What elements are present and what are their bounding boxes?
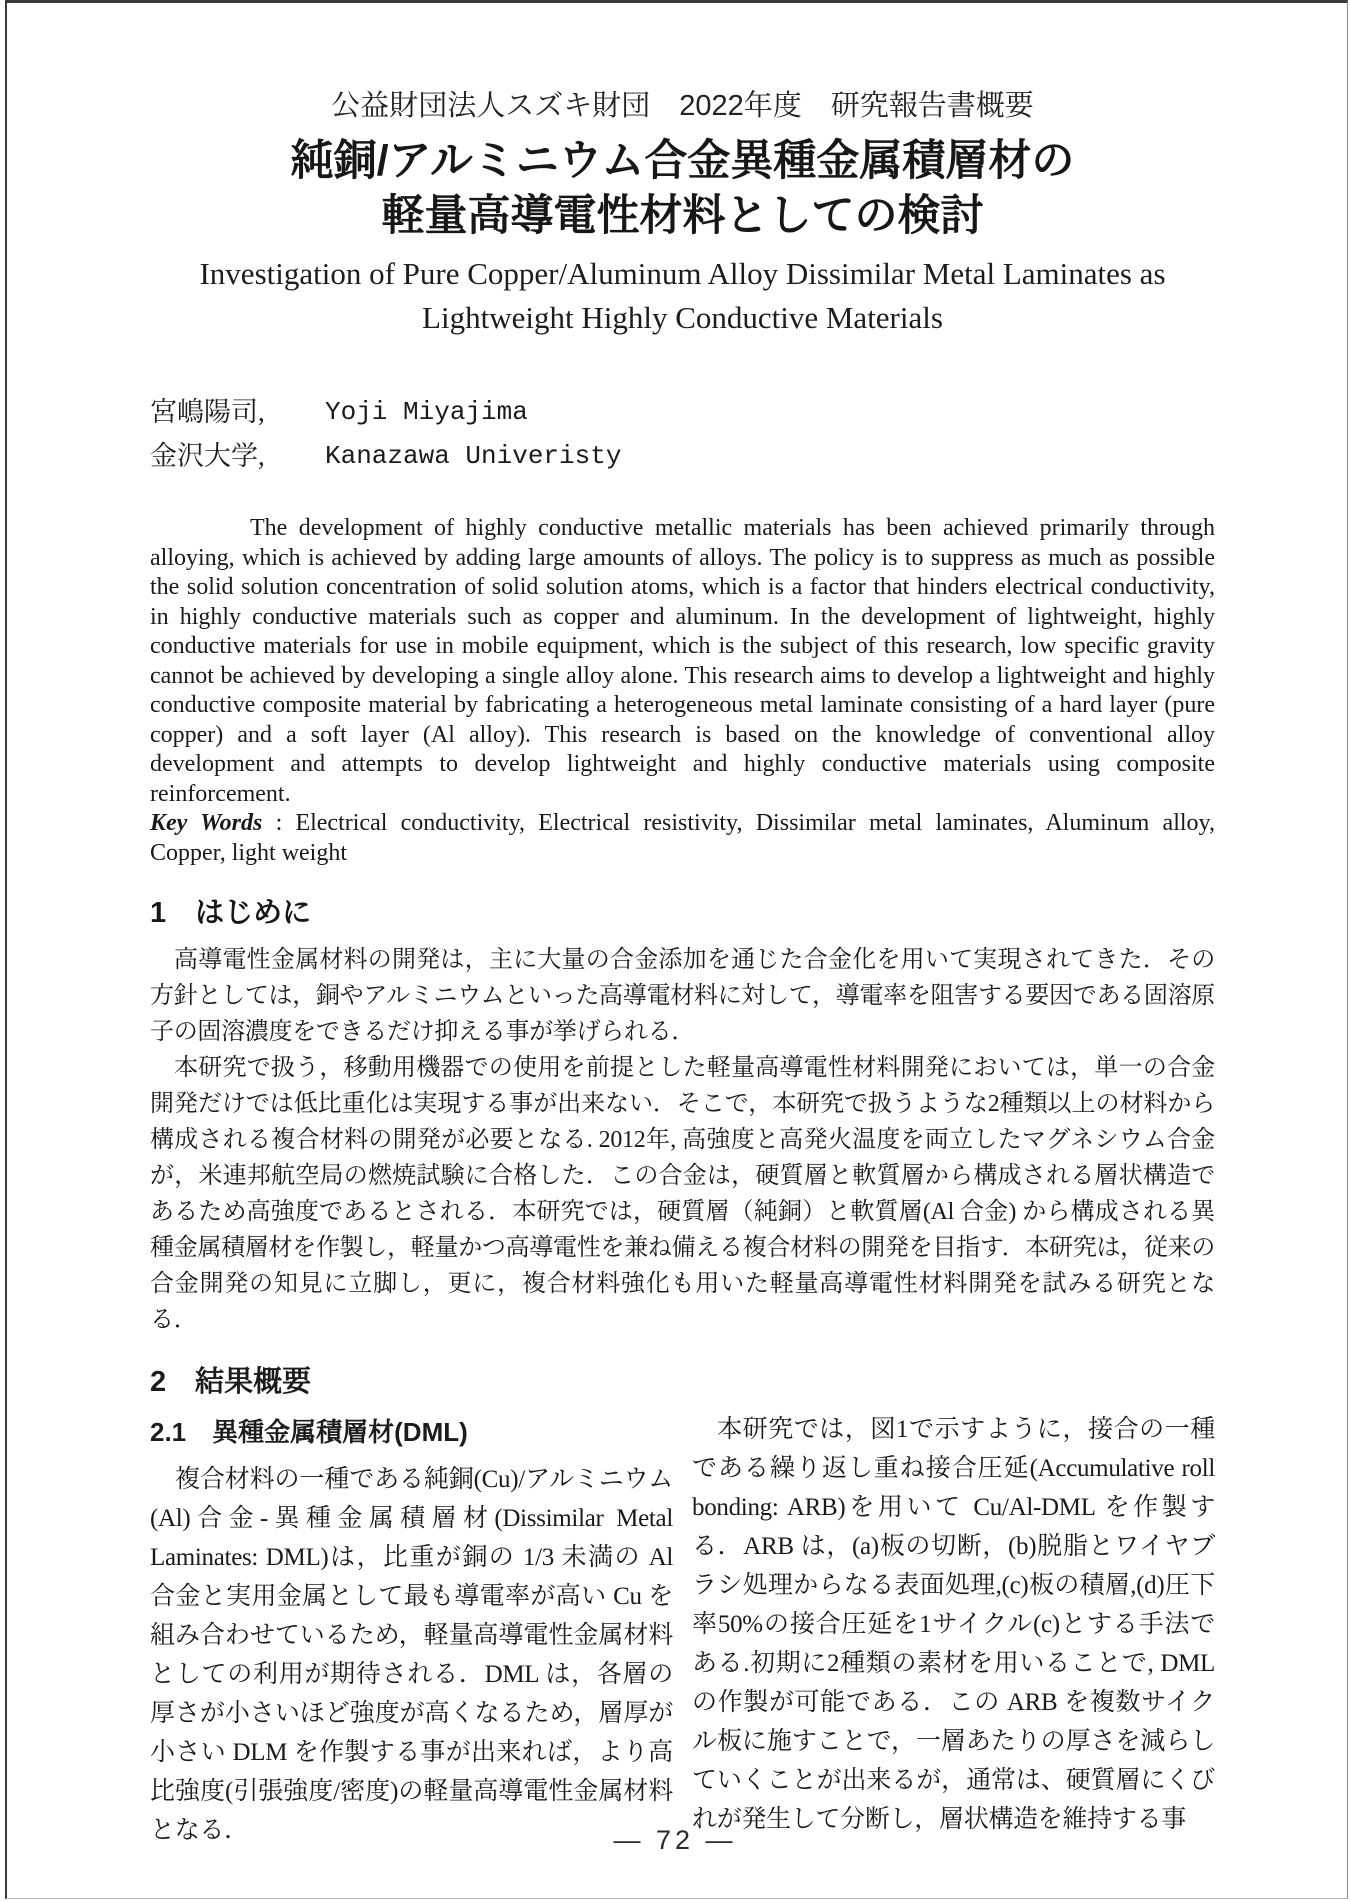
author-row	[150, 434, 1215, 478]
author-row	[150, 390, 1215, 434]
english-title-line-2: Lightweight Highly Conductive Materials	[422, 300, 943, 335]
affiliation-japanese: 金沢大学,	[150, 441, 265, 471]
left-column	[150, 1362, 673, 1850]
abstract-paragraph: The development of highly conductive metallic materials has been achieved primarily through alloying, which is achieved by adding large amounts of alloys. The policy is to suppress as much as possible the solid solution concentration of solid solution atoms, which is a factor that hinders electrical conductivity, in highly conductive materials such as copper and aluminum. In the development of lightweight, highly conductive materials for use in mobile equipment, which is the subject of this research, low specific gravity cannot be achieved by developing a single alloy alone. This research aims to develop a lightweight and highly conductive composite material by fabricating a heterogeneous metal laminate consisting of a hard layer (pure copper) and a soft layer (Al alloy). This research is based on the knowledge of conventional alloy development and attempts to develop lightweight and highly conductive materials using composite reinforcement.	[150, 515, 1215, 807]
section-2-heading: 2 結果概要	[150, 1366, 312, 1398]
authors-block	[150, 390, 1215, 478]
japanese-title-line-2: 軽量高導電性材料としての検討	[381, 192, 984, 240]
english-title	[150, 252, 1215, 340]
keywords-text: : Electrical conductivity, Electrical resistivity, Dissimilar metal laminates, Aluminum alloy, Copper, light weight	[150, 810, 1215, 866]
results-two-column-section	[150, 1362, 1215, 1850]
author-name-japanese: 宮嶋陽司,	[150, 397, 265, 427]
document-page	[150, 0, 1215, 1901]
right-column	[692, 1362, 1215, 1839]
left-column-paragraph: 複合材料の一種である純銅(Cu)/アルミニウム(Al)合金-異種金属積層材(Dissimilar Metal Laminates: DML)は，比重が銅の 1/3 未満の Al 合金と実用金属として最も導電率が高い Cu を組み合わせているため，軽量高導電性金属材料としての利用が期待される．DML は，各層の厚さが小さいほど強度が高くなるため，層厚が小さい DLM を作製する事が出来れば，より高比強度(引張強度/密度)の軽量高導電性金属材料となる．	[150, 1466, 673, 1844]
section-1-paragraph-1: 高導電性金属材料の開発は，主に大量の合金添加を通じた合金化を用いて実現されてきた．その方針としては，銅やアルミニウムといった高導電材料に対して，導電率を阻害する要因である固溶原子の固溶濃度をできるだけ抑える事が挙げられる．	[150, 947, 1215, 1045]
author-name-english: Yoji Miyajima	[325, 397, 528, 427]
keywords-label: Key Words	[150, 810, 263, 836]
english-title-line-1: Investigation of Pure Copper/Aluminum Alloy Dissimilar Metal Laminates as	[199, 256, 1166, 291]
section-2-1-subheading: 2.1 異種金属積層材(DML)	[150, 1417, 468, 1447]
page-number: — 72 —	[613, 1825, 737, 1855]
japanese-title-line-1: 純銅/アルミニウム合金異種金属積層材の	[290, 137, 1075, 185]
right-column-paragraph: 本研究では，図1で示すように，接合の一種である繰り返し重ね接合圧延(Accumulative roll bonding: ARB)を用いて Cu/Al-DML を作製する．ARB は，(a)板の切断，(b)脱脂とワイヤブラシ処理からなる表面処理,(c)板の積層,(d)圧下率50%の接合圧延を1サイクル(c)とする手法である.初期に2種類の素材を用いることで, DML の作製が可能である．この ARB を複数サイクル板に施すことで，一層あたりの厚さを減らしていくことが出来るが，通常は、硬質層にくびれが発生して分断し，層状構造を維持する事	[692, 1416, 1215, 1833]
affiliation-english: Kanazawa Univeristy	[325, 441, 622, 471]
section-1-paragraph-2: 本研究で扱う，移動用機器での使用を前提とした軽量高導電性材料開発においては，単一の合金開発だけでは低比重化は実現する事が出来ない．そこで，本研究で扱うような2種類以上の材料から構成される複合材料の開発が必要となる. 2012年, 高強度と高発火温度を両立したマグネシウム合金が，米連邦航空局の燃焼試験に合格した．この合金は，硬質層と軟質層から構成される層状構造であるため高強度であるとされる．本研究では，硬質層（純銅）と軟質層(Al 合金) から構成される異種金属積層材を作製し，軽量かつ高導電性を兼ね備える複合材料の開発を目指す．本研究は，従来の合金開発の知見に立脚し，更に，複合材料強化も用いた軽量高導電性材料開発を試みる研究となる．	[150, 1055, 1215, 1333]
report-header: 公益財団法人スズキ財団 2022年度 研究報告書概要	[331, 90, 1034, 122]
abstract-block	[150, 514, 1215, 868]
japanese-title	[150, 134, 1215, 244]
section-1-heading: 1 はじめに	[150, 897, 312, 929]
keywords-line	[150, 809, 1215, 868]
